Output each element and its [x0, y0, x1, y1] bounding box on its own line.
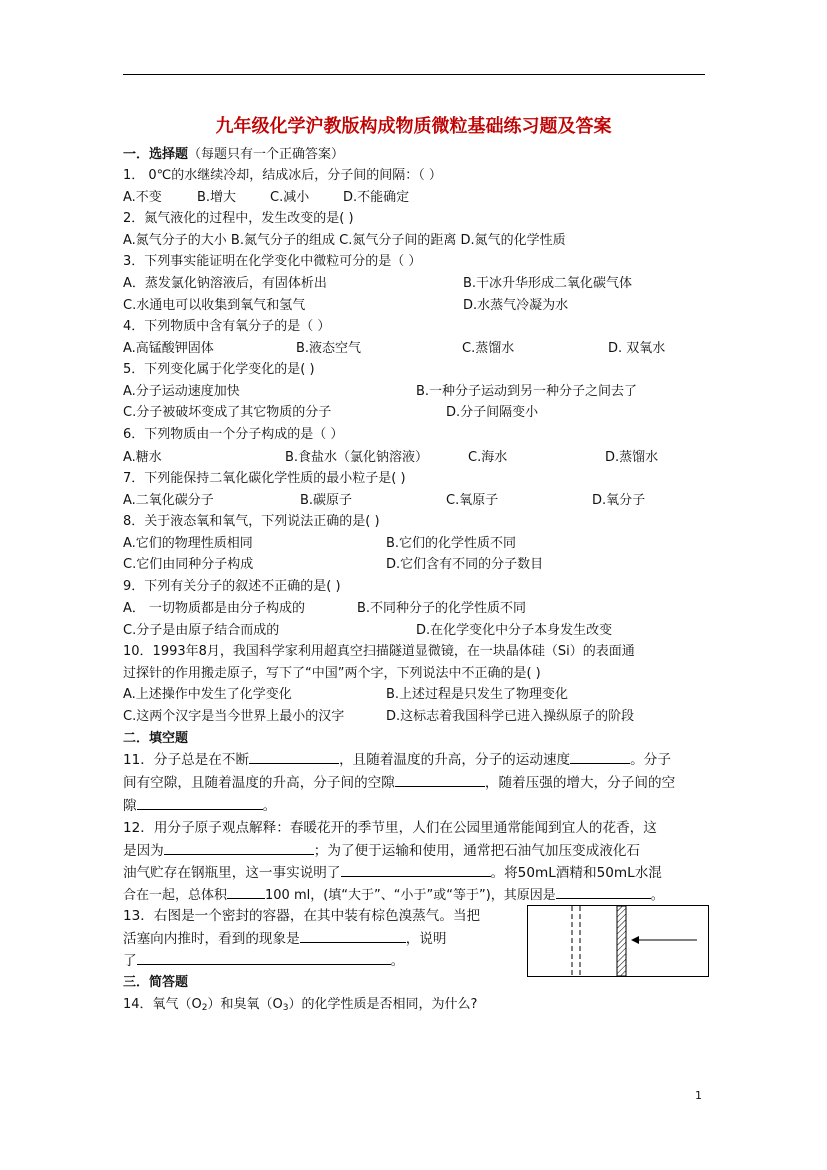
q6-option-c: C.海水 — [468, 450, 508, 465]
q2-stem: 2．氮气液化的过程中，发生改变的是( ) — [123, 211, 354, 226]
section-2-heading: 二．填空题 — [123, 731, 189, 746]
q6-option-d: D.蒸馏水 — [605, 450, 659, 465]
q3-option-b: B.干冰升华形成二氧化碳气体 — [463, 276, 633, 291]
page-number: 1 — [695, 1089, 702, 1102]
q10-option-a: A.上述操作中发生了化学变化 — [123, 687, 292, 702]
q9-stem: 9．下列有关分子的叙述不正确的是( ) — [123, 579, 341, 594]
q11-line-3: 隙 。 — [123, 798, 277, 814]
q9-option-a: A． 一切物质都是由分子构成的 — [123, 601, 306, 616]
q12-line-3: 油气贮存在钢瓶里，这一事实说明了 。将50mL酒精和50mL水混 — [123, 865, 662, 881]
q10-line-1: 10．1993年8月，我国科学家利用超真空扫描隧道显微镜，在一块晶体硅（Si）的表面通 — [123, 644, 635, 659]
q3-option-d: D.水蒸气冷凝为水 — [463, 298, 569, 313]
q3-option-a: A．蒸发氯化钠溶液后，有固体析出 — [123, 276, 327, 291]
q12-line-2: 是因为 ；为了便于运输和使用，通常把石油气加压变成液化石 — [123, 843, 641, 859]
q8-stem: 8．关于液态氧和氧气，下列说法正确的是( ) — [123, 514, 380, 529]
q8-option-c: C.它们由同种分子构成 — [123, 557, 254, 572]
q9-option-b: B.不同种分子的化学性质不同 — [357, 601, 527, 616]
q11-line-1: 11．分子总是在不断 ，且随着温度的升高，分子的运动速度 。分子 — [123, 752, 671, 768]
q11-line-2: 间有空隙，且随着温度的升高，分子间的空隙 ，随着压强的增大，分子间的空 — [123, 775, 676, 791]
q8-option-d: D.它们含有不同的分子数目 — [386, 557, 544, 572]
q5-option-a: A.分子运动速度加快 — [123, 384, 240, 399]
q3-option-c: C.水通电可以收集到氧气和氢气 — [123, 298, 306, 313]
q14-stem: 14．氧气$(O_2)$和臭氧$(O_3)$的化学性质是否相同，为什么? — [123, 997, 478, 1013]
section-3-heading: 三．简答题 — [123, 975, 189, 990]
q4-option-b: B.液态空气 — [296, 341, 362, 356]
q3-stem: 3．下列事实能证明在化学变化中微粒可分的是（ ） — [123, 254, 422, 269]
header-rule — [123, 74, 705, 75]
q7-option-d: D.氧分子 — [592, 493, 646, 508]
q5-option-c: C.分子被破坏变成了其它物质的分子 — [123, 405, 332, 420]
q4-option-d: D. 双氧水 — [608, 341, 666, 356]
q10-line-2: 过探针的作用搬走原子，写下了“中国”两个字，下列说法中不正确的是( ) — [123, 666, 541, 681]
section-1-heading: 一．选择题（每题只有一个正确答案） — [123, 147, 345, 162]
q1-option-c: C.减小 — [270, 190, 310, 205]
q7-option-c: C.氧原子 — [446, 493, 499, 508]
q10-option-c: C.这两个汉字是当今世界上最小的汉字 — [123, 709, 345, 724]
q8-option-a: A.它们的物理性质相同 — [123, 536, 253, 551]
q5-option-d: D.分子间隔变小 — [446, 405, 539, 420]
q12-line-1: 12．用分子原子观点解释：春暖花开的季节里，人们在公园里通常能闻到宜人的花香，这 — [123, 820, 657, 836]
q4-option-c: C.蒸馏水 — [462, 341, 515, 356]
q6-option-b: B.食盐水（氯化钠溶液） — [285, 450, 429, 465]
q1-option-b: B.增大 — [197, 190, 237, 205]
q13-line-2: 活塞向内推时，看到的现象是 ，说明 — [123, 931, 447, 947]
q6-option-a: A.糖水 — [123, 450, 162, 465]
q4-stem: 4．下列物质中含有氧分子的是（ ） — [123, 319, 331, 334]
q1-stem: 1． 0℃的水继续冷却，结成冰后，分子间的间隔：（ ） — [123, 168, 442, 183]
q10-option-d: D.这标志着我国科学已进入操纵原子的阶段 — [386, 709, 635, 724]
q5-option-b: B.一种分子运动到另一种分子之间去了 — [416, 384, 638, 399]
q7-option-a: A.二氧化碳分子 — [123, 493, 214, 508]
sealed-container-diagram — [527, 905, 709, 977]
page-title: 九年级化学沪教版构成物质微粒基础练习题及答案 — [215, 116, 612, 137]
q9-option-d: D.在化学变化中分子本身发生改变 — [416, 623, 613, 638]
q7-stem: 7．下列能保持二氧化碳化学性质的最小粒子是( ) — [123, 471, 406, 486]
q13-line-1: 13．右图是一个密封的容器，在其中装有棕色溴蒸气。当把 — [123, 908, 481, 924]
q12-line-4: 合在一起，总体积 100 ml，(填“大于”、“小于”或“等于”)，其原因是 。 — [123, 888, 664, 903]
q10-option-b: B.上述过程是只发生了物理变化 — [386, 687, 569, 702]
q8-option-b: B.它们的化学性质不同 — [386, 536, 517, 551]
q7-option-b: B.碳原子 — [300, 493, 353, 508]
q1-option-a: A.不变 — [123, 190, 162, 205]
q6-stem: 6．下列物质由一个分子构成的是（ ） — [123, 427, 344, 442]
q1-option-d: D.不能确定 — [343, 190, 410, 205]
q5-stem: 5．下列变化属于化学变化的是( ) — [123, 362, 315, 377]
q4-option-a: A.高锰酸钾固体 — [123, 341, 214, 356]
q2-options: A.氮气分子的大小 B.氮气分子的组成 C.氮气分子间的距离 D.氮气的化学性质 — [123, 233, 566, 248]
q13-line-3: 了 。 — [123, 953, 405, 969]
q9-option-c: C.分子是由原子结合而成的 — [123, 623, 280, 638]
